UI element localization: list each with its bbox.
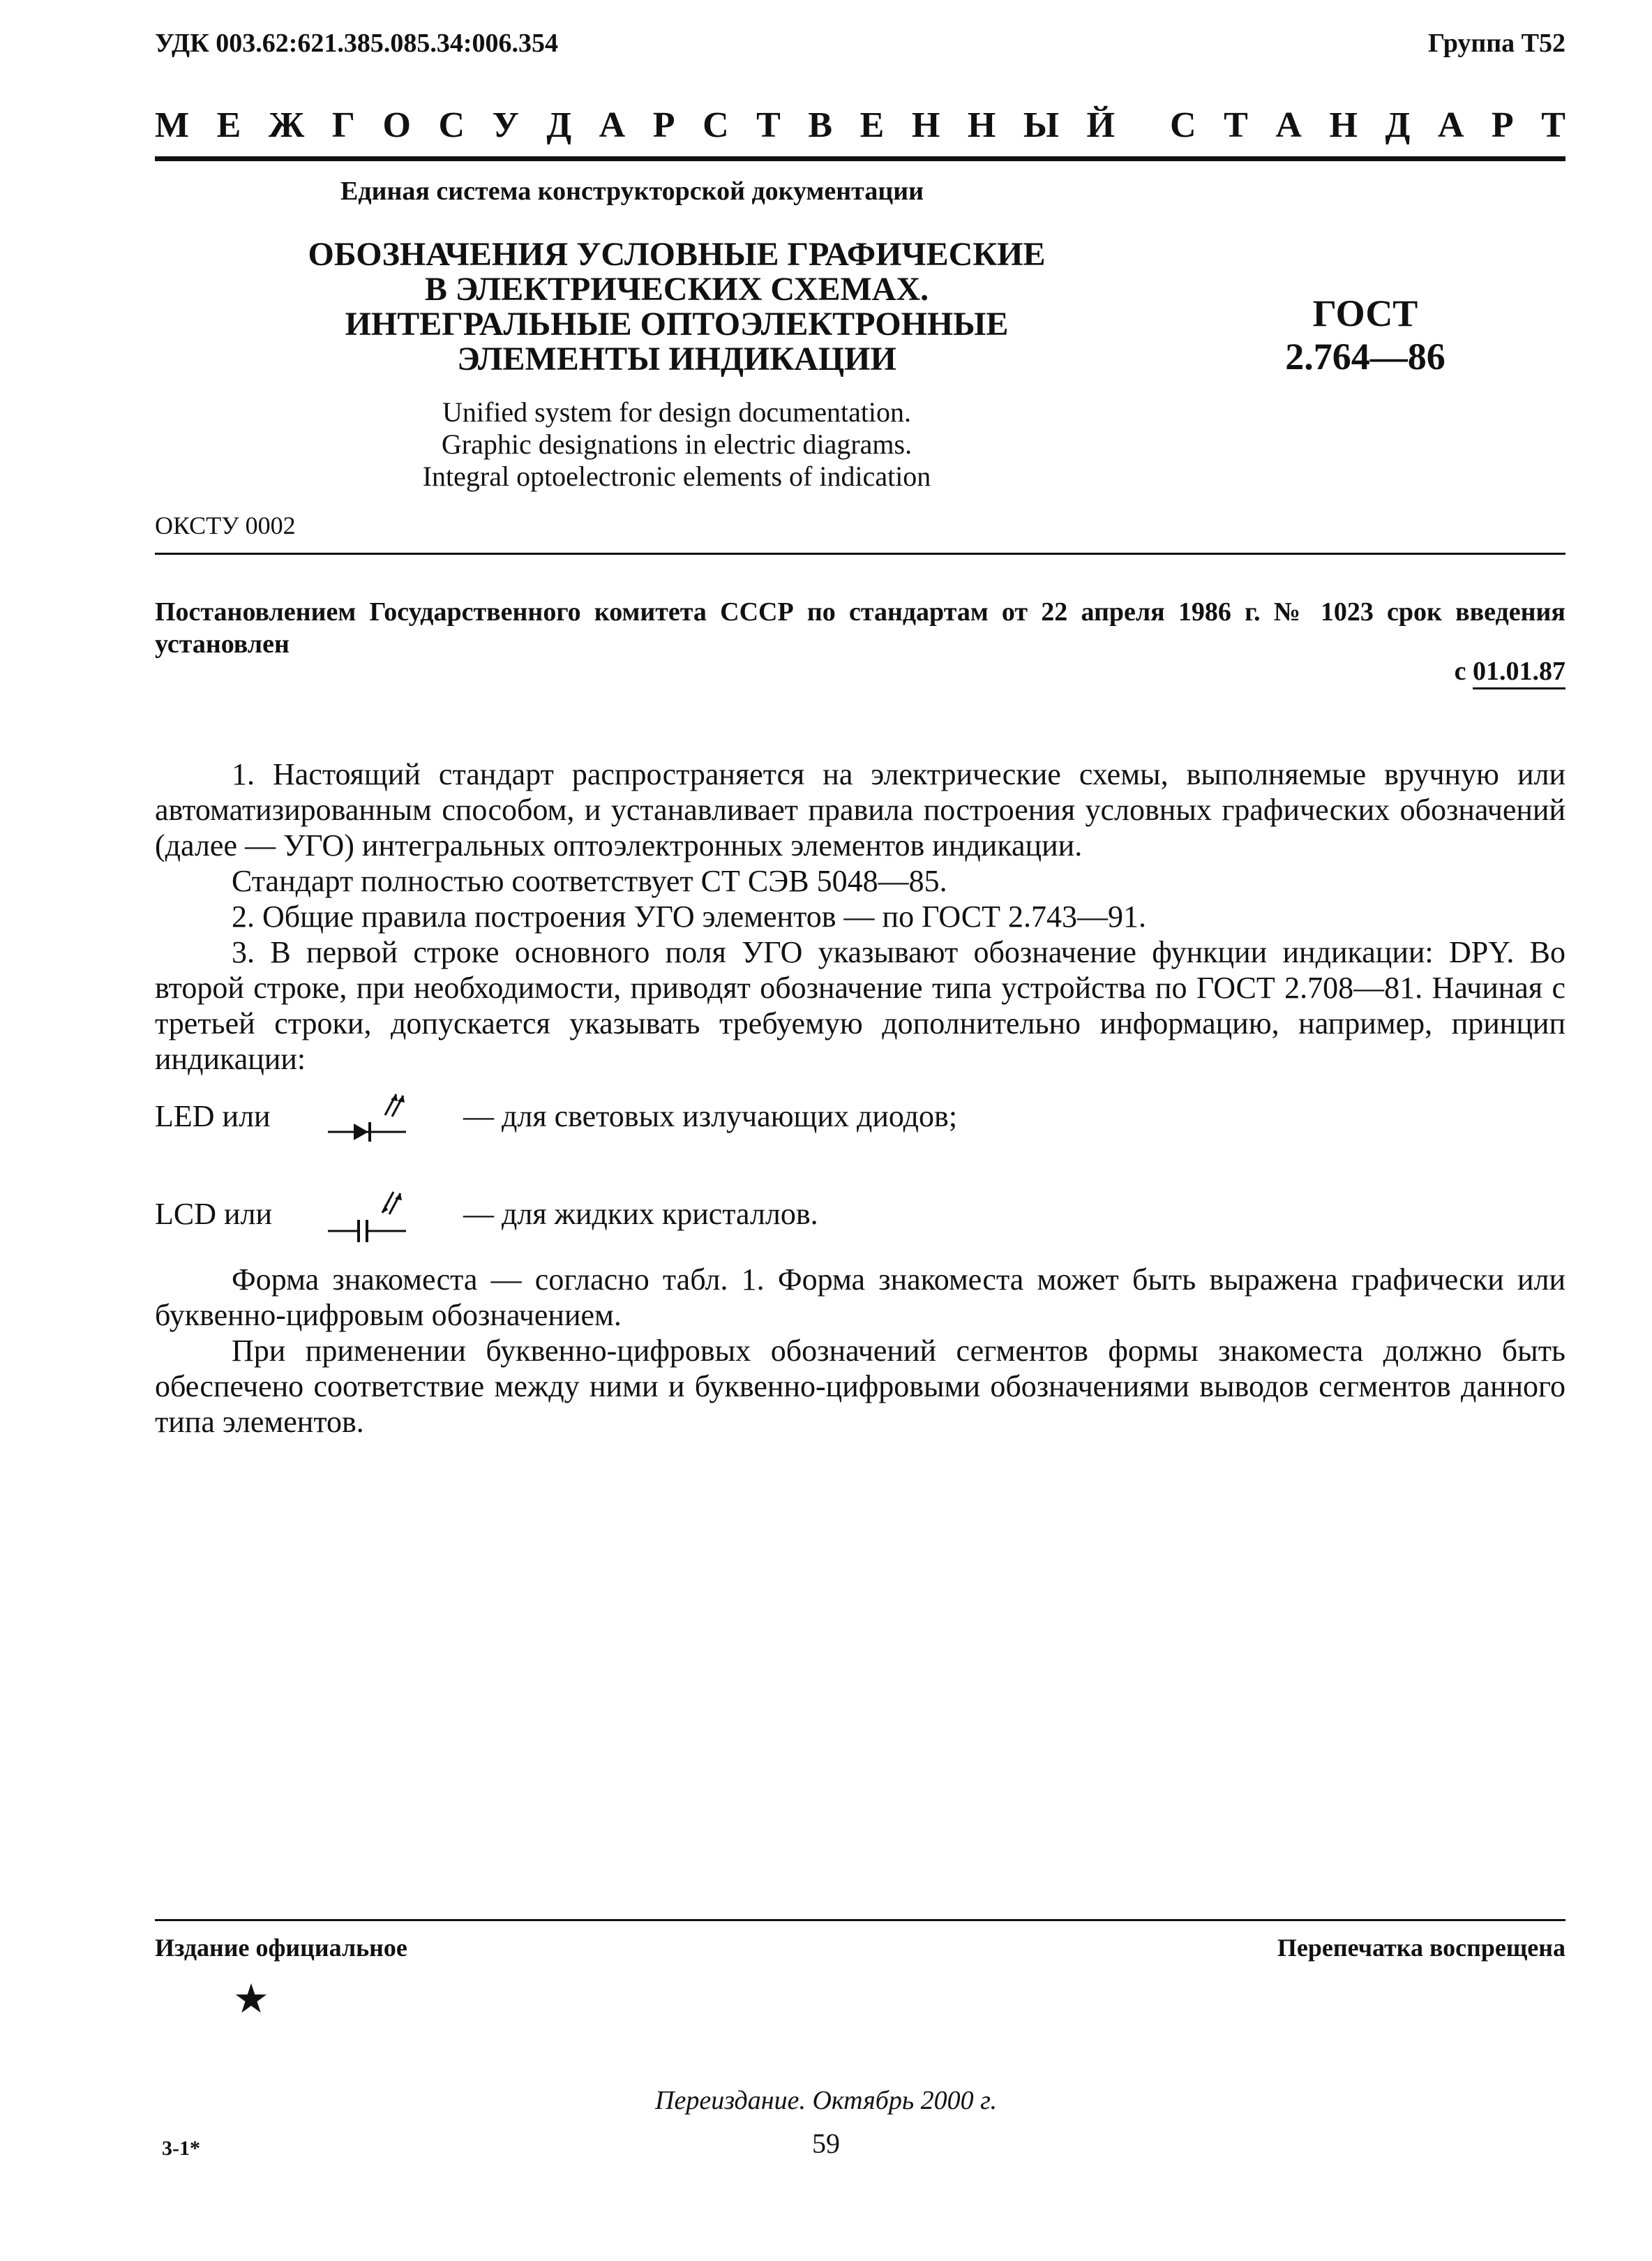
- title-line: ОБОЗНАЧЕНИЯ УСЛОВНЫЕ ГРАФИЧЕСКИЕ: [308, 236, 1046, 273]
- heading-letter: Г: [331, 105, 355, 145]
- led-row: [155, 1089, 1062, 1151]
- heading-letter: Р: [652, 105, 675, 145]
- paragraph-4: 3. В первой строке основного поля УГО указывают обозначение функции индикации: DPY. Во второй строке, при необходимости, приводят обозначение типа устройства по ГОСТ 2.708—81. Начиная с третьей строки, допускается указывать требуемую дополнительно информацию, например, принцип индикации:: [155, 935, 1565, 1076]
- section-rule: [155, 553, 1565, 555]
- udk-code: УДК 003.62:621.385.085.34:006.354: [155, 29, 559, 58]
- paragraph-2: Стандарт полностью соответствует СТ СЭВ 5048—85.: [232, 864, 947, 898]
- heading-letter: М: [155, 105, 190, 145]
- heading-letter: Д: [1385, 105, 1411, 145]
- lcd-label: LCD или: [155, 1197, 273, 1231]
- paragraph-1: 1. Настоящий стандарт распространяется на электрические схемы, выполняемые вручную или автоматизированным способом, и устанавливает правила построения условных графических обозначений (далее — УГО) интегральных оптоэлектронных элементов индикации.: [155, 757, 1565, 863]
- led-diode-icon: [322, 1089, 420, 1151]
- heading-rule: [155, 156, 1565, 161]
- heading-letter: С: [1170, 105, 1196, 145]
- heading-letter: А: [1275, 105, 1302, 145]
- led-description: — для световых излучающих диодов;: [463, 1099, 958, 1133]
- heading-letter: Д: [546, 105, 572, 145]
- heading-letter: Т: [1541, 105, 1565, 145]
- heading-letter: Р: [1491, 105, 1514, 145]
- lcd-crystal-icon: [322, 1186, 420, 1249]
- heading-letter: В: [808, 105, 833, 145]
- english-line: Integral optoelectronic elements of indication: [422, 461, 931, 492]
- heading-letter: О: [382, 105, 411, 145]
- edition-label: Издание официальное: [155, 1934, 407, 1962]
- print-code: 3-1*: [162, 2137, 200, 2160]
- heading-letter: Е: [859, 105, 885, 145]
- gost-designation: [1264, 292, 1466, 378]
- gost-number: 2.764—86: [1285, 336, 1446, 378]
- lcd-description: — для жидких кристаллов.: [463, 1197, 818, 1231]
- heading-letter: С: [438, 105, 465, 145]
- document-title: [293, 237, 1060, 377]
- heading-letter: А: [599, 105, 626, 145]
- heading-letter: Т: [756, 105, 781, 145]
- paragraph-3: 2. Общие правила построения УГО элементов — по ГОСТ 2.743—91.: [232, 900, 1146, 934]
- footer-rule: [155, 1919, 1565, 1921]
- heading-letter: У: [492, 105, 519, 145]
- heading-letter: Н: [967, 105, 996, 145]
- heading-letter: Й: [1086, 105, 1115, 145]
- reissue-note: Переиздание. Октябрь 2000 г.: [655, 2086, 997, 2115]
- paragraph-6: При применении буквенно-цифровых обозначений сегментов формы знакоместа должно быть обеспечено соответствие между ними и буквенно-цифровыми обозначениями выводов сегментов данного типа элементов.: [155, 1334, 1565, 1439]
- led-label: LED или: [155, 1099, 271, 1133]
- heading-letter: Н: [911, 105, 940, 145]
- date-prefix: с: [1454, 657, 1466, 686]
- english-title: [293, 396, 1060, 493]
- english-line: Unified system for design documentation.: [442, 396, 912, 428]
- title-line: ЭЛЕМЕНТЫ ИНДИКАЦИИ: [457, 341, 896, 378]
- reprint-notice: Перепечатка воспрещена: [1277, 1934, 1565, 1962]
- effective-date: [1455, 656, 1565, 687]
- paragraph-5: Форма знакоместа — согласно табл. 1. Форма знакоместа может быть выражена графически или буквенно-цифровым обозначением.: [155, 1262, 1565, 1332]
- heading-letter: Е: [216, 105, 241, 145]
- heading-letter: Н: [1329, 105, 1358, 145]
- heading-letter: Ы: [1023, 105, 1059, 145]
- group-code: Группа Т52: [1427, 29, 1565, 58]
- gost-label: ГОСТ: [1312, 292, 1418, 334]
- english-line: Graphic designations in electric diagrams.: [441, 428, 913, 460]
- heading-letter: Ж: [268, 105, 305, 145]
- standard-heading: [155, 105, 1565, 146]
- title-line: ИНТЕГРАЛЬНЫЕ ОПТОЭЛЕКТРОННЫЕ: [345, 306, 1009, 343]
- star-icon: ★: [233, 1976, 269, 2022]
- heading-letter: С: [703, 105, 729, 145]
- title-line: В ЭЛЕКТРИЧЕСКИХ СХЕМАХ.: [424, 271, 929, 308]
- heading-letter: Т: [1224, 105, 1248, 145]
- decree-text: Постановлением Государственного комитета СССР по стандартам от 22 апреля 1986 г. № 1023 срок введения установлен: [155, 597, 1565, 659]
- okstu-code: ОКСТУ 0002: [155, 512, 296, 539]
- lcd-row: [155, 1186, 1062, 1249]
- heading-letter: А: [1437, 105, 1464, 145]
- page-number: 59: [812, 2128, 840, 2159]
- system-name: Единая система конструкторской документации: [340, 177, 924, 206]
- date-value: 01.01.87: [1473, 657, 1565, 689]
